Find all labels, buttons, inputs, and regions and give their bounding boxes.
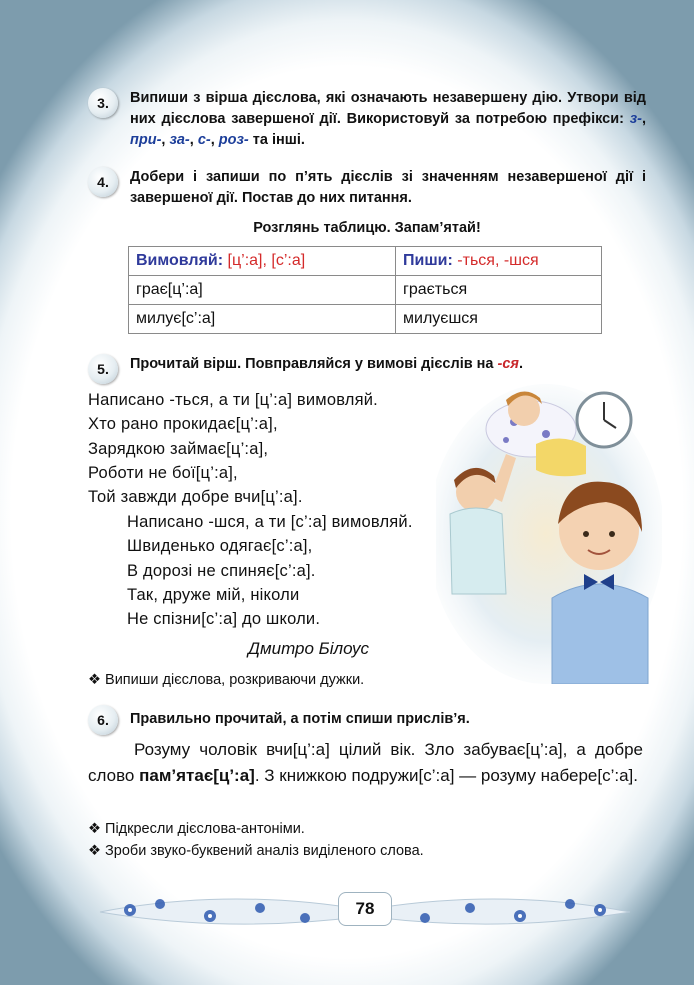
- instruction-bullet: ❖ Зроби звуко-буквений аналіз виділеного слова.: [88, 843, 424, 859]
- table-cell: грає[ц’:а]: [129, 276, 396, 305]
- task-3-text: Випиши з вірша дієслова, які означають незавершену дію. Утвори від них дієслова завершеної дії. Використовуй за потребою префікси: з-, при-, за-, с-, роз- та інші.: [130, 90, 646, 148]
- poem-author: Дмитро Білоус: [248, 639, 370, 658]
- poem-line: Роботи не бої[ц’:а],: [88, 463, 238, 482]
- page-number: 78: [338, 892, 392, 926]
- highlighted-word: пам’ятає[ц’:а]: [139, 766, 255, 785]
- table-header-write: Пиши: -ться, -шся: [396, 247, 602, 276]
- children-illustration: [436, 384, 662, 684]
- task-6-text: Правильно прочитай, а потім спиши прислів’я.: [130, 711, 470, 727]
- instruction-bullet: ❖ Підкресли дієслова-антоніми.: [88, 821, 305, 837]
- table-cell: милуєшся: [396, 305, 602, 334]
- table-header-say: Вимовляй: [ц’:а], [с’:а]: [129, 247, 396, 276]
- poem-line: Написано -шся, а ти [с’:а] вимовляй.: [127, 513, 413, 531]
- task-4-text: Добери і запиши по п’ять дієслів зі значенням незавершеної дії і завершеної дії. Постав до них питання.: [130, 169, 646, 206]
- table-cell: грається: [396, 276, 602, 305]
- poem-line: Той завжди добре вчи[ц’:а].: [88, 488, 303, 507]
- table-row: [129, 276, 602, 305]
- pronunciation-table: [128, 246, 602, 334]
- poem-line: Не спізни[с’:а] до школи.: [127, 610, 321, 629]
- poem-line: В дорозі не спиняє[с’:а].: [127, 561, 316, 580]
- poem-line: Швиденько одягає[с’:а],: [127, 537, 313, 556]
- table-title: Розглянь таблицю. Запам’ятай!: [253, 220, 481, 236]
- table-cell: милує[с’:а]: [129, 305, 396, 334]
- task-number-badge: 4.: [88, 167, 118, 197]
- task-5: [88, 354, 646, 375]
- task-number-badge: 5.: [88, 354, 118, 384]
- task-6: [88, 705, 646, 733]
- poem-stanza-1: [88, 388, 378, 509]
- table-row: [129, 305, 602, 334]
- poem-line: Хто рано прокидає[ц’:а],: [88, 415, 278, 434]
- task-5-text: Прочитай вірш. Повправляйся у вимові дієслів на -ся.: [130, 356, 523, 372]
- task-3: [88, 88, 646, 151]
- proverb-text: Розуму чоловік вчи[ц’:а] цілий вік. Зло забуває[ц’:а], а добре слово пам’ятає[ц’:а]. З книжкою подружи[с’:а] — розуму набере[с’:а].: [88, 740, 643, 785]
- task-4: [88, 167, 646, 209]
- task-number-badge: 3.: [88, 88, 118, 118]
- task-number-badge: 6.: [88, 705, 118, 735]
- poem-stanza-2: [127, 510, 413, 631]
- table-header-row: [129, 247, 602, 276]
- poem-line: Так, друже мій, ніколи: [127, 585, 300, 604]
- poem-line: Написано -ться, а ти [ц’:а] вимовляй.: [88, 391, 378, 409]
- instruction-bullet: ❖ Випиши дієслова, розкриваючи дужки.: [88, 672, 365, 688]
- poem-line: Зарядкою займає[ц’:а],: [88, 439, 269, 458]
